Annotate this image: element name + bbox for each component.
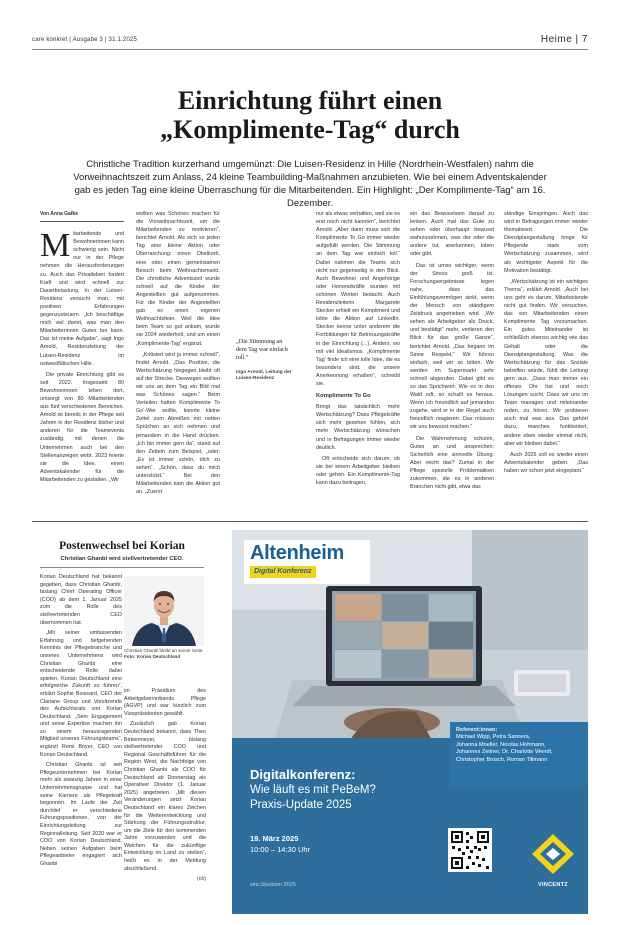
event-url[interactable]: vinc.li/pebem 2025 <box>250 882 296 888</box>
digital-konferenz-tag: Digital Konferenz <box>250 566 316 578</box>
event-time: 10:00 – 14:30 Uhr <box>250 845 311 854</box>
subheading: Komplimente To Go <box>316 393 371 400</box>
paragraph: Die Wahrnehmung schulen, Gutes an und ansprechen: Sicherlich eine sinnvolle Übung. Aber reicht das? Zumal in der Pflege spezielle Problematiken zukommen, die es in anderen Branchen nicht gibt, etwa das <box>410 435 494 491</box>
paragraph: itarbeitende und Bewohnerinnen kann schwierig sein. Nicht nur in der Pflege nehmen die Herausforderungen zu. Auch das Privatleben fordert Kraft und wird schnell zur Dauerbelastung. In der Luisen-Residenz versucht man, mit positiven Erfahrungen gegenzusteuern. „Ich beschäftige mich viel damit, was man den Mitarbeiterinnen Gutes tun kann. Das ist meine Aufgabe“, sagt Ingo Arnold, Residenzleitung der Luisen-Residenz im ostwestfälischen Hille. <box>40 231 124 367</box>
article-column-5 <box>504 210 588 478</box>
paragraph: „Wertschätzung ist ein wichtiges Thema“, erklärt Arnold. „Auch bei uns geht es darum, Mitarbeitende nicht gut finden. Wir versuchen, das von Mitarbeitenden einen Komplimente Tag vorzumachen. Ein gutes Miteinander ist schließlich ebenso wichtig wie das Gehalt oder die Dienstplangestaltung. Was die Wertschätzung für das Soziale betreffen würde, fühlt die Leitung gern aus. „Dass man immer ein offenes Ohr hat und noch Lösungen sucht. Dass wir uns im Team managen und miteinander reden, zu hören. Wir probieren auch mal was aus. Das gehört dazu, manches funktioniert, andere eben wieder einmal nicht, aber wir bleiben dabei.“ <box>504 278 588 447</box>
paragraph: Oft entscheide sich darum, ob sie bei einem Arbeitgeber bleiben oder gehen. Ein Komplimente-Tag kann dazu beitragen, <box>316 455 400 486</box>
sidebar-column-1 <box>40 574 122 872</box>
altenheim-logo: Altenheim <box>250 542 344 564</box>
sidebar-column-2 <box>124 688 206 887</box>
article-column-4 <box>410 210 494 494</box>
paragraph: Zusätzlich gab Korian Deutschland bekannt, dass Theo Birkenmeyer, bislang stellvertretender COO und Regional Geschäftsführer für die Region West, die Nachfolge von Christian Ghanbi als COO für Deutschland ab Donnerstag als Operativer Direktor (1. Januar 2025) angetreten. „Mit diesen Veränderungen setzt Korian Deutschland ein klares Zeichen für die Weiterentwicklung und Stärkung der Führungsstruktur, um die Ziele für den kommenden Jahre vorzuwerden und die Weichen für die zukünftige Entwicklung im Land zu stellen“, heißt es in der Meldung abschließend. <box>124 721 206 872</box>
sidebar-subtitle: Christian Ghanbi wird stellvertretender CEO. <box>60 556 184 562</box>
paragraph: „Mit seiner umfassenden Erfahrung und tiefgehenden Kenntnis der Pflegebranche und unseres Unternehmens wird Christian Ghanbi eine entscheidende Rolle dabei spielen, Korian Deutschland eine erfolgreiche Zukunft zu führen“, erklärt Sophie Boissard, CEO der Clariane Group und Vorsitzende des Aufsichtsrats von Korian Deutschland. „Sein Engagement und seine Expertise machen ihn zu einem herausragenden Mitglied unseres Führungsteams“, ergänzt Remi Boyer, CEO von Korian Deutschland. <box>40 630 122 758</box>
speakers-line: Johanna Moeller, Nicolas Hohmann, <box>456 741 546 748</box>
paragraph: „Kritisiert wird ja immer schnell“, findet Arnold. „Das Positive, die Wertschätzung hingegen bleibt oft auf der Strecke. Deswegen wollten wir uns an dem Tag ein Bild mal was Schönes sagen.“ Beim Verteilen hatten Komplimente To Go‘-Wer wollte, konnte kleine Zettel zum Abreißen mit netten Sprüchen an sich nehmen und jemandem in die Hand drücken. „Ich bin immer gern da“, stand auf den Zetteln zum Beispiel, „oder: „Es ist immer schön, dich zu sehen“. „Schön, dass du mich unterstützt.“ Bei den Mitarbeitenden kam die Aktion gut an. „Zuerst <box>136 351 220 496</box>
byline: Von Anna Gafke <box>40 210 124 222</box>
vincentz-logo-icon <box>528 830 578 886</box>
paragraph: Christian Ghanbi ist seit Pflegeunternehmen bei Korian mehr als zwanzig Jahren in einer Unternehmensgruppe und hat seine Karriere als Pflegekraft begonnen. Im Laufe der Zeit durchlief er verschiedene Führungspositionen, von der Einrichtungsleitung zur Regionalleitung. Seit 2020 war er COO von Korian Deutschland. Neben seinen Aufgaben beim Pflegeanbieter engagiert sich Ghanbi <box>40 762 122 867</box>
event-date <box>250 833 310 855</box>
speakers-label: Referent:innen: <box>456 727 498 733</box>
article-intro: Christliche Tradition kurzerhand umgemünzt: Die Luisen-Residenz in Hille (Nordrhein-Westfalen) nahm die Vorweihnachtszeit zum Anlass, 24 kleine Teambuilding-Maßnahmen anzubieten. Wie bei einem Adventskalender gab es jeden Tag eine kleine Überraschung für die Mitarbeitenden. Ein Highlight: „Der Komplimente-Tag“ am 16. Dezember. <box>73 159 547 209</box>
pull-quote-text: „Die Stimmung an dem Tag war einfach toll.“ <box>236 338 288 361</box>
sidebar-rule <box>40 567 204 568</box>
paragraph: ein das Bewusstsein darauf zu lenken. Auch mal das Gute zu sehen oder überhaupt bewusst wahrzunehmen, was der oder die andere tut, anerkennen, loben oder gibt. <box>410 211 494 258</box>
article-headline <box>40 86 580 144</box>
speakers-line: Johannes Zeitner, Dr. Charlotte Wendt, <box>456 749 553 756</box>
paragraph: Die private Einrichtung gibt es seit 2022. Insgesamt 80 Bewohnerinnen leben dort, umsorgt von 80 Mitarbeitenden aus fünf verschiedenen Bereichen. Arnold ist bereits in der Pflege seit Jahren in der Residenz bisher und anderen für die Teamevents zuständig, mit denen die Unternehmen auch bei den Stellenanzeigen wirbt. 2023 feierte sie die Idee, einen Adventskalender für die Mitarbeitenden zu gestalten. „Wir <box>40 371 124 483</box>
paragraph: Das ist umso wichtiger, wenn der Stress groß ist. Forschungsergebnisse legen nahe, dass das Einfühlungsvermögen sinkt, wenn der Mensch von ständigem Zeitdruck angetrieben wird. „Wir sehen als Arbeitgeber als Druck, und bestätigt“ mehr, verlieren den Blick für das große Ganze“, berichtet Arnold. „Das begann im Sinne Respekt.“ Wir führen einfach, weil wir so bitten. Wir werden im Supermarkt sehr schnell abgerufen. Dabei gibt es so das Sprichwort: Wie es in den Wald ruft, so schallt es heraus. Wenn ich freundlich auf jemanden zugehe, wird er in der Regel auch freundlich reagieren. Das müssen wir uns bewusst machen.“ <box>410 262 494 431</box>
speakers-line: Michael Wipp, Petra Sannera, <box>456 734 531 741</box>
paragraph: wollten was Schönes machen für die Vorweihnachtszeit, um die Mitarbeitenden zu motivieren“, berichtet Arnold. Als sich so jeden Tag eine kleine Aktion oder Überraschung: einen Obstkorb, eine oder einen gemeinsamen Besuch beim Weihnachtsmarkt. Die christliche Adventszeit wurde schnell auf die Kinder der Angestellten gut aufgenommen. Für die Kinder der Angestellten gab es einen eigenen Weihnachtsfeier. Weil die Idee beim Team so gut ankam, wurde sie 2024 wiederholt, und um einen „Komplimente-Tag“ ergänzt. <box>136 211 220 347</box>
paragraph: ständige Einspringen. Auch das wird in Befragungen immer wieder thematisiert. Die Dienstplangestaltung hinge für Pflegende stark vom Wertschätzung zusammen, wird als wichtigster Aspekt für die Motivation bestätigt. <box>504 211 588 274</box>
paragraph: im Präsidium des Arbeitgeberverbands Pflege (AGVP) und war kürzlich zum Vizepräsidenten gewählt. <box>124 688 206 717</box>
advertisement[interactable] <box>232 530 588 914</box>
author-tag: (ck) <box>197 876 206 883</box>
pull-quote <box>236 338 294 382</box>
ad-headline-line-2: Wie läuft es mit PeBeM? <box>250 784 376 796</box>
headline-line-2: „Komplimente-Tag“ durch <box>160 115 460 144</box>
publisher-name: VINCENTZ <box>538 882 568 888</box>
section-divider <box>32 521 588 522</box>
paragraph: Korian Deutschland hat bekannt gegeben, dass Christian Ghanbi, bislang Chief Operating Officer (COO) ab dem 1. Januar 2025 zum die Rolle des stellvertretenden CEO übernommen hat. <box>40 574 122 626</box>
paragraph: nur als etwas verhalten, weil sie es erst noch nicht kannten“, berichtet Arnold. „Aber dann muss sich die Komplimente To Go immer wieder aufgefüllt werden. Die Stimmung an dem Tag war einfach toll.“ Dabei nahmen die Teams sich nicht nur gegenseitig in den Blick. Auch Bewohner und Angehörige oder Honorarkräfte wurden mit schönen Worten bedacht. Auch Residenzleiterin Margarete Stecker erhielt ein Kompliment und lobte die Aktion auf LinkedIn. Stecker kenne unter anderem die Fortbildungen für Betreuungskräfte in der Einrichtung (...). Anders, wo mit viel Idealismus. „Komplimente Tag‘ finde ich eine tolle Idee, die es besonders sind, die unsere Anerkennung erhalten“, schreibt sie. <box>316 211 400 387</box>
qr-code-icon[interactable] <box>448 828 492 872</box>
headline-line-1: Einrichtung führt einen <box>177 86 443 115</box>
dropcap: M <box>40 227 71 265</box>
ad-headline <box>250 766 450 813</box>
photo-credit: Foto: Korian Deutschland <box>124 654 181 659</box>
photo-caption <box>124 648 206 660</box>
article-column-3 <box>316 210 400 490</box>
paragraph: Bringt das tatsächlich mehr Wertschätzung? Dass Pflegekräfte sich mehr gesehen fühlen, sich mehr Wertschätzung wünschen und in Befragungen immer wieder deutlich. <box>316 404 400 451</box>
page-header <box>32 34 588 48</box>
speakers-line: Christopher Brosch, Roman Tillmann <box>456 756 548 763</box>
speaker-list <box>450 722 588 786</box>
paragraph: Auch 2025 soll es wieder einen Adventskalender geben. „Das haben wir schon jetzt eingeplant.“ <box>504 451 588 474</box>
ad-headline-line-3: Praxis-Update 2025 <box>250 799 352 811</box>
header-rule <box>32 49 588 50</box>
article-column-1 <box>40 210 124 487</box>
pull-quote-source: Ingo Arnold, Leitung der Luisen-Residenz <box>236 370 292 381</box>
portrait-photo <box>124 576 204 646</box>
caption-text: Christian Ghanbi bleibt an seiner Seite. <box>124 648 204 653</box>
event-day: 19. März 2025 <box>250 834 299 843</box>
ad-headline-line-1: Digitalkonferenz: <box>250 767 356 782</box>
section-page-number: Heime | 7 <box>540 34 588 45</box>
sidebar-title: Postenwechsel bei Korian <box>59 540 185 552</box>
issue-info: care konkret | Ausgabe 3 | 31.1.2025 <box>32 37 138 43</box>
article-column-2 <box>136 210 220 499</box>
